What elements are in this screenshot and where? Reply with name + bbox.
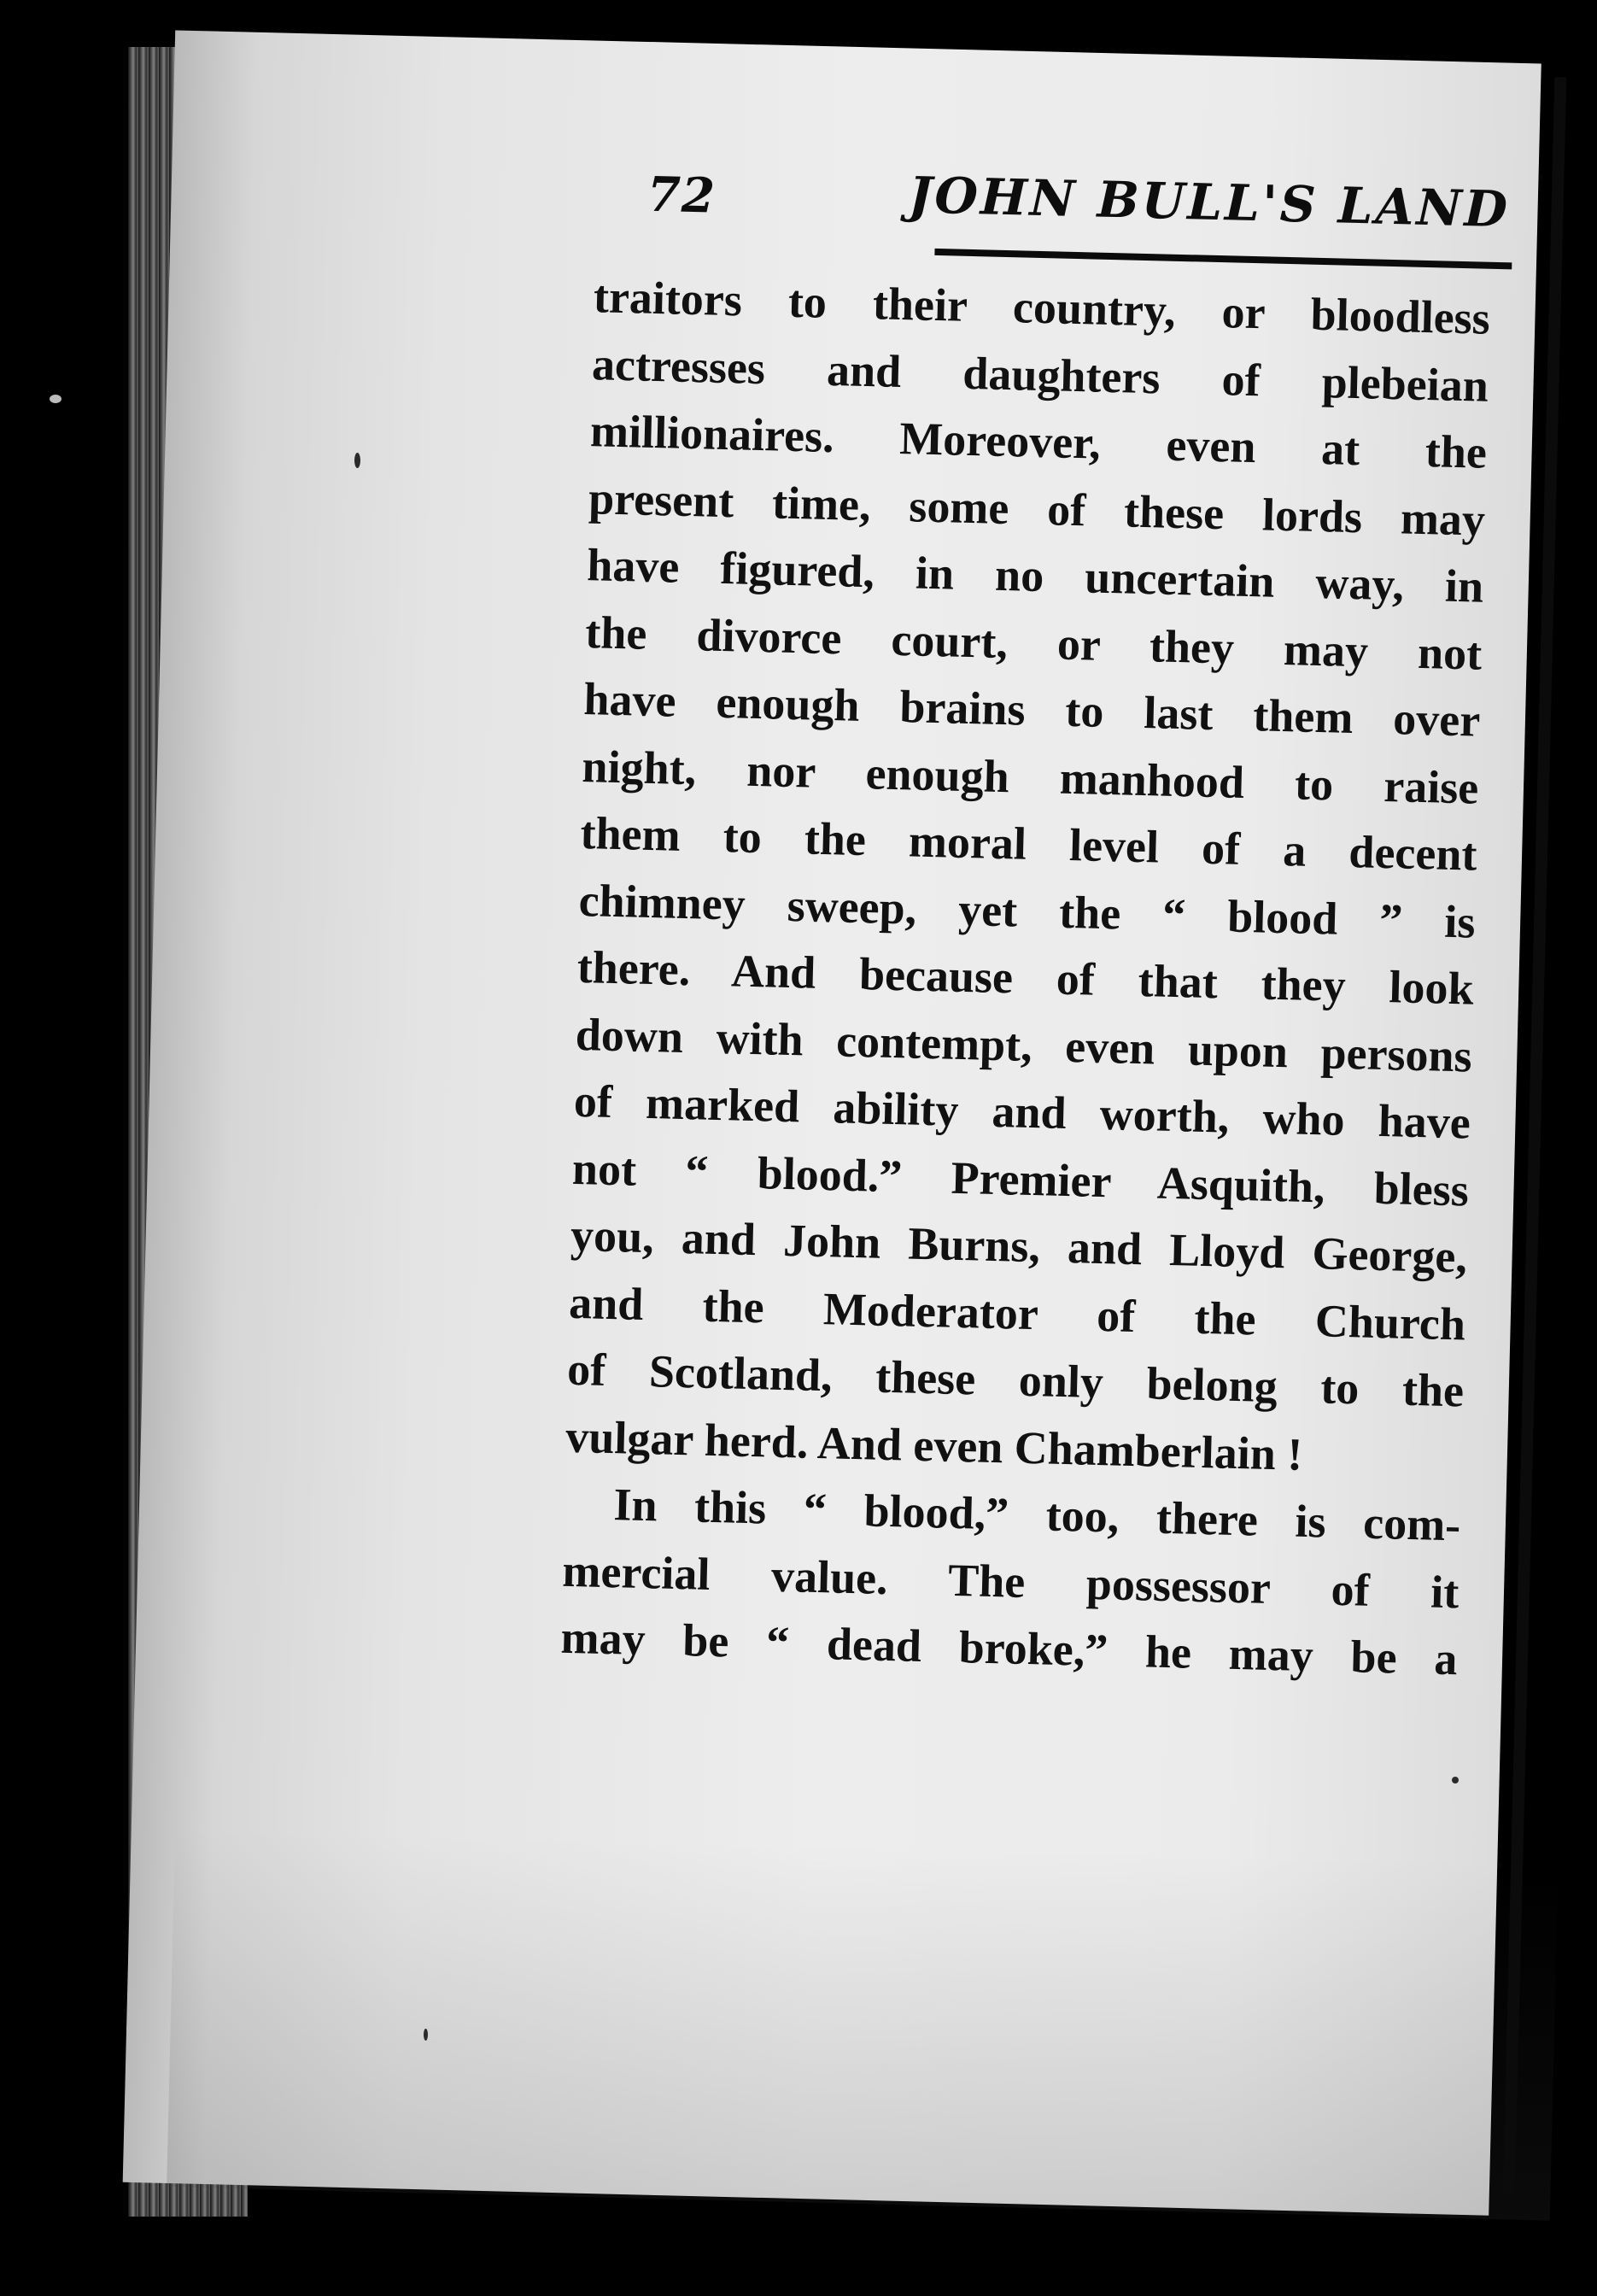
text-line: night, nor enough manhood to raise (581, 740, 1480, 814)
text-line: have enough brains to last them over (582, 673, 1481, 747)
text-line: there. And because of that they look (576, 940, 1475, 1015)
text-line: down with contempt, even upon persons (575, 1008, 1473, 1082)
text-line: vulgar herd. And even Chamberlain ! (565, 1410, 1304, 1480)
text-line: you, and John Burns, and Lloyd George, (570, 1209, 1468, 1283)
text-line: and the Moderator of the Church (568, 1276, 1466, 1350)
text-line: present time, some of these lords may (588, 472, 1486, 546)
text-line: of Scotland, these only belong to the (566, 1343, 1465, 1417)
text-line: In this “ blood,” too, there is com- (612, 1479, 1461, 1551)
text-line: millionaires. Moreover, even at the (589, 405, 1488, 478)
text-line: mercial value. The possessor of it (561, 1544, 1460, 1618)
text-line: them to the moral level of a decent (579, 806, 1478, 881)
text-line: the divorce court, or they may not (584, 606, 1483, 680)
header-rule (934, 249, 1512, 270)
body-text (560, 263, 1491, 1693)
dust-speck (424, 2029, 428, 2041)
dust-speck (1452, 1777, 1459, 1784)
page-number: 72 (646, 166, 717, 225)
running-title: JOHN BULL'S LAND (908, 166, 1511, 239)
running-head (646, 160, 1510, 275)
text-line: have figured, in no uncertain way, in (586, 539, 1484, 612)
text-line: actresses and daughters of plebeian (591, 337, 1489, 412)
dust-speck (50, 395, 61, 403)
text-line: not “ blood.” Premier Asquith, bless (571, 1142, 1470, 1216)
text-line: chimney sweep, yet the “ blood ” is (578, 874, 1477, 948)
text-line: traitors to their country, or bloodless (593, 271, 1491, 344)
text-line: of marked ability and worth, who have (573, 1075, 1471, 1149)
text-line: may be “ dead broke,” he may be a (559, 1611, 1459, 1685)
dust-speck (354, 453, 360, 468)
